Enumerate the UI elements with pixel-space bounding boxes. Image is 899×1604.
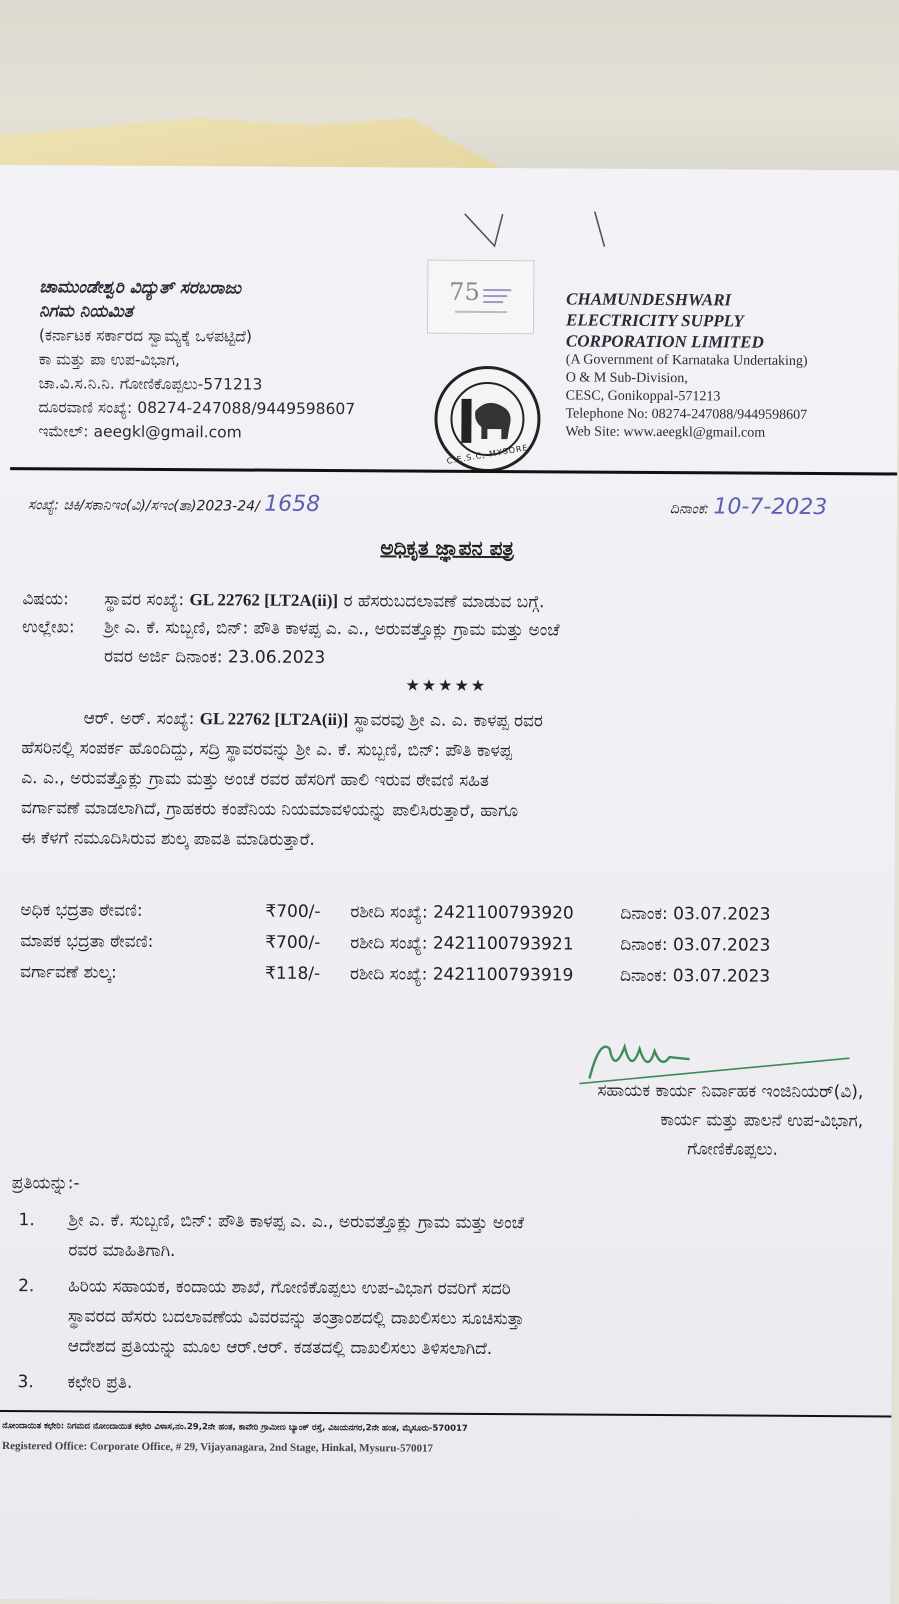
signatory-block xyxy=(597,1077,863,1166)
reference-number-label: ಸಂಖ್ಯೆ: ಚಿಕಿ/ಸಕಾನಿಇಂ(ವಿ)/ಸಇಂ(ತಾ)2023-24/ xyxy=(27,497,260,515)
undertaking-kannada: (ಕರ್ನಾಟಕ ಸರ್ಕಾರದ ಸ್ವಾಮ್ಯಕ್ಕೆ ಒಳಪಟ್ಟಿದೆ) xyxy=(38,326,253,346)
subdivision-kannada: ಕಾ ಮತ್ತು ಪಾ ಉಪ-ವಿಭಾಗ, xyxy=(38,350,180,370)
payment-label: ಮಾಪಕ ಭದ್ರತಾ ಠೇವಣಿ: xyxy=(20,931,154,952)
document-title: ಅಧಿಕೃತ ಜ್ಞಾಪನ ಪತ್ರ xyxy=(380,535,514,561)
azadi-75-icon xyxy=(441,272,521,322)
phone-english: Telephone No: 08274-247088/9449598607 xyxy=(565,406,808,423)
copies-label: ಪ್ರತಿಯನ್ನು:- xyxy=(11,1173,80,1194)
document-page xyxy=(0,165,899,1604)
paragraph-line-3: ಎ. ಎ., ಅರುವತ್ತೊಕ್ಲು ಗ್ರಾಮ ಮತ್ತು ಅಂಚೆ ರವರ ಹೆಸರಿಗೆ ಹಾಲಿ ಇರುವ ಠೇವಣಿ ಸಹಿತ xyxy=(21,768,489,791)
payment-amount: ₹700/- xyxy=(265,901,321,922)
payment-receipt: ರಶೀದಿ ಸಂಖ್ಯೆ: 2421100793921 xyxy=(350,933,574,955)
paragraph-line-1: ಆರ್. ಅರ್. ಸಂಖ್ಯೆ: xyxy=(83,708,200,730)
list-text: ಹಿರಿಯ ಸಹಾಯಕ, ಕಂದಾಯ ಶಾಖೆ, ಗೋಣಿಕೊಪ್ಪಲು ಉಪ-ವಿಭಾಗ ರವರಿಗೆ ಸದರಿ xyxy=(68,1276,511,1300)
date-label: ದಿನಾಂಕ: xyxy=(669,501,709,518)
payment-date: ದಿನಾಂಕ: 03.07.2023 xyxy=(620,934,771,956)
copies-list xyxy=(17,1205,878,1402)
pen-marks xyxy=(454,206,624,257)
separator-stars: ★★★★★ xyxy=(405,675,488,695)
email-kannada: ಇಮೇಲ್: aeegkl@gmail.com xyxy=(38,422,242,442)
reference-line xyxy=(22,614,560,644)
list-item xyxy=(18,1271,879,1366)
paragraph-line-1-end: ಸ್ಥಾವರವು ಶ್ರೀ ಎ. ಎ. ಕಾಳಪ್ಪ ರವರ xyxy=(348,710,543,732)
payment-amount: ₹700/- xyxy=(265,932,321,953)
subject-label: ವಿಷಯ: xyxy=(22,589,69,610)
date-handwritten: 10-7-2023 xyxy=(713,494,828,521)
list-text: ಶ್ರೀ ಎ. ಕೆ. ಸುಬ್ಬಣಿ, ಬಿನ್: ಪೌತಿ ಕಾಳಪ್ಪ ಎ. ಎ., ಅರುವತ್ತೊಕ್ಲು ಗ್ರಾಮ ಮತ್ತು ಅಂಚೆ xyxy=(68,1210,524,1234)
paragraph-line-2: ಹೆಸರಿನಲ್ಲಿ ಸಂಪರ್ಕ ಹೊಂದಿದ್ದು, ಸದ್ರಿ ಸ್ಥಾವರವನ್ನು ಶ್ರೀ ಎ. ಕೆ. ಸುಬ್ಬಣಿ, ಬಿನ್: ಪೌತಿ ಕಾಳಪ್ಪ xyxy=(21,738,513,762)
azadi-75-logo xyxy=(427,260,534,335)
org-name-english-1: CHAMUNDESHWARI xyxy=(566,289,732,310)
list-number: 1. xyxy=(18,1210,35,1231)
signatory-office: ಕಾರ್ಯ ಮತ್ತು ಪಾಲನೆ ಉಪ-ವಿಭಾಗ, xyxy=(660,1110,864,1132)
address-english: CESC, Gonikoppal-571213 xyxy=(565,388,721,405)
list-number: 2. xyxy=(18,1276,35,1297)
list-text: ಆದೇಶದ ಪ್ರತಿಯನ್ನು ಮೂಲ ಆರ್.ಆರ್. ಕಡತದಲ್ಲಿ ದಾಖಲಿಸಲು ತಿಳಿಸಲಾಗಿದೆ. xyxy=(67,1336,493,1360)
list-item xyxy=(18,1205,878,1270)
address-kannada: ಚಾ.ವಿ.ಸ.ನಿ.ನಿ. ಗೋಣಿಕೊಪ್ಪಲು-571213 xyxy=(38,374,263,394)
payment-amount: ₹118/- xyxy=(265,963,321,984)
subject-text-end: ರ ಹೆಸರುಬದಲಾವಣೆ ಮಾಡುವ ಬಗ್ಗೆ. xyxy=(338,591,545,613)
seal-caption: C.E.S.C, MYSORE xyxy=(446,443,530,466)
payment-receipt: ರಶೀದಿ ಸಂಖ್ಯೆ: 2421100793919 xyxy=(350,964,574,986)
letterhead-english xyxy=(565,288,808,442)
list-text: ಸ್ಥಾವರದ ಹೆಸರು ಬದಲಾವಣೆಯ ವಿವರವನ್ನು ತಂತ್ರಾಂಶದಲ್ಲಿ ದಾಖಲಿಸಲು ಸೂಚಿಸುತ್ತಾ xyxy=(67,1306,525,1330)
svg-text:75: 75 xyxy=(448,277,480,306)
payment-label: ಅಧಿಕ ಭದ್ರತಾ ಠೇವಣಿ: xyxy=(20,900,143,921)
reference-line-2: ರವರ ಅರ್ಜಿ ದಿನಾಂಕ: 23.06.2023 xyxy=(103,646,326,668)
footer-kannada: ನೋಂದಾಯಿತ ಕಛೇರಿ: ನಿಗಮದ ನೋಂದಾಯಿತ ಕಛೇರಿ ವಿಳಾಸ,ನಂ.29,2ನೇ ಹಂತ, ಕಾವೇರಿ ಗ್ರಾಮೀಣ ಬ್ಯಾಂಕ್ ರಸ್ತೆ, ವಿಜಯನಗರ,2ನೇ ಹಂತ, ಮೈಸೂರು-570017 xyxy=(2,1421,468,1434)
reference-label: ಉಲ್ಲೇಖ: xyxy=(22,617,75,638)
installation-number: GL 22762 [LT2A(ii)] xyxy=(189,590,339,611)
footer-divider xyxy=(0,1410,891,1417)
list-text: ಕಛೇರಿ ಪ್ರತಿ. xyxy=(67,1372,133,1393)
signatory-place: ಗೋಣಿಕೊಪ್ಪಲು. xyxy=(687,1139,779,1160)
reference-number-handwritten: 1658 xyxy=(264,491,321,517)
paragraph-line-4: ವರ್ಗಾವಣೆ ಮಾಡಲಾಗಿದೆ, ಗ್ರಾಹಕರು ಕಂಪೆನಿಯ ನಿಯಮಾವಳಿಯನ್ನು ಪಾಲಿಸಿರುತ್ತಾರೆ, ಹಾಗೂ xyxy=(21,798,519,822)
letterhead-kannada xyxy=(38,275,356,445)
org-name-english-3: CORPORATION LIMITED xyxy=(565,331,764,352)
footer-english: Registered Office: Corporate Office, # 29, Vijayanagara, 2nd Stage, Hinkal, Mysuru-570017 xyxy=(2,1440,434,1455)
payment-receipt: ರಶೀದಿ ಸಂಖ್ಯೆ: 2421100793920 xyxy=(350,902,574,924)
subdivision-english: O & M Sub-Division, xyxy=(565,370,688,387)
payment-date: ದಿನಾಂಕ: 03.07.2023 xyxy=(620,903,771,925)
signatory-designation: ಸಹಾಯಕ ಕಾರ್ಯ ನಿರ್ವಾಹಕ ಇಂಜಿನಿಯರ್(ವಿ), xyxy=(597,1080,864,1103)
undertaking-english: (A Government of Karnataka Undertaking) xyxy=(565,352,808,369)
paragraph-line-5: ಈ ಕೆಳಗೆ ನಮೂದಿಸಿರುವ ಶುಲ್ಕ ಪಾವತಿ ಮಾಡಿರುತ್ತಾರೆ. xyxy=(20,828,315,850)
phone-kannada: ದೂರವಾಣಿ ಸಂಖ್ಯೆ: 08274-247088/9449598607 xyxy=(38,398,356,419)
list-item xyxy=(17,1367,877,1402)
payment-label: ವರ್ಗಾವಣೆ ಶುಲ್ಕ: xyxy=(20,962,117,983)
org-suffix-kannada: ನಿಗಮ ನಿಯಮಿತ xyxy=(39,301,133,322)
subject-line xyxy=(22,585,544,616)
org-name-english-2: ELECTRICITY SUPPLY xyxy=(566,310,744,331)
payment-date: ದಿನಾಂಕ: 03.07.2023 xyxy=(619,965,771,987)
list-number: 3. xyxy=(17,1372,34,1393)
reference-date xyxy=(670,494,827,520)
paragraph-installation-number: GL 22762 [LT2A(ii)] xyxy=(199,709,349,730)
website-english: Web Site: www.aeegkl@gmail.com xyxy=(565,424,766,441)
org-name-kannada: ಚಾಮುಂಡೇಶ್ವರಿ ವಿದ್ಯುತ್ ಸರಬರಾಜು xyxy=(39,277,242,299)
list-text: ರವರ ಮಾಹಿತಿಗಾಗಿ. xyxy=(68,1240,176,1262)
reference-number xyxy=(28,490,320,517)
reference-text: ಶ್ರೀ ಎ. ಕೆ. ಸುಬ್ಬಣಿ, ಬಿನ್: ಪೌತಿ ಕಾಳಪ್ಪ ಎ. ಎ., ಅರುವತ್ತೊಕ್ಲು ಗ್ರಾಮ ಮತ್ತು ಅಂಚೆ xyxy=(104,617,560,641)
body-paragraph xyxy=(21,703,872,858)
subject-text: ಸ್ಥಾವರ ಸಂಖ್ಯೆ: xyxy=(104,589,190,611)
